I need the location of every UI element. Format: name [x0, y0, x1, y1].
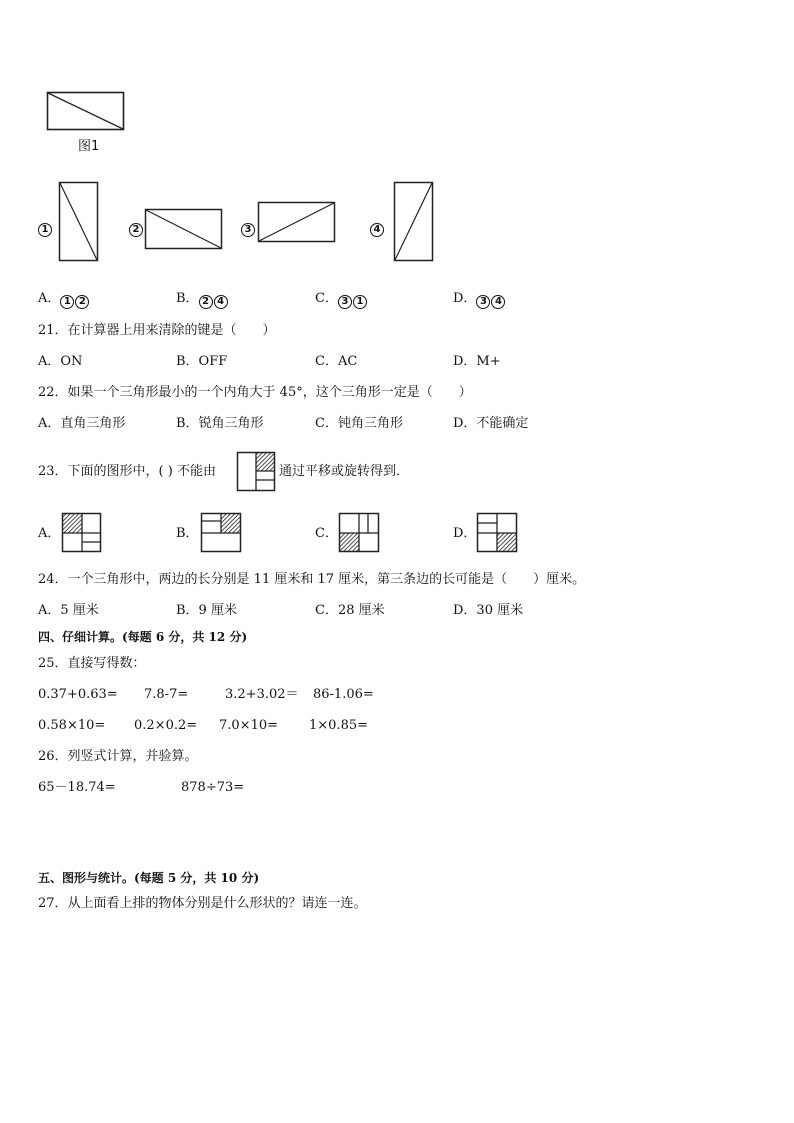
q25-row2-item1: 0.58×10=: [38, 718, 106, 733]
figure-1-rectangle: [47, 92, 125, 132]
q24-option-a[interactable]: A．5 厘米: [38, 603, 99, 618]
q25-row1-item3: 3.2+3.02＝: [225, 687, 299, 702]
fig-option-3-rectangle: [258, 202, 336, 243]
q25-row1-item2: 7.8-7=: [144, 687, 189, 702]
q20-option-c[interactable]: C． 3 1: [315, 291, 368, 309]
q25-stem: 25．直接写得数：: [38, 656, 146, 671]
q23-stem-part2: 通过平移或旋转得到．: [279, 464, 410, 479]
q22-option-c[interactable]: C．钝角三角形: [315, 416, 403, 431]
q21-option-a[interactable]: A．ON: [38, 354, 83, 369]
q25-row1-item1: 0.37+0.63=: [38, 687, 118, 702]
q21-option-d[interactable]: D．M+: [453, 354, 501, 369]
q24-option-d[interactable]: D．30 厘米: [453, 603, 524, 618]
q25-row1-item4: 86-1.06=: [313, 687, 374, 702]
q24-option-b[interactable]: B．9 厘米: [176, 603, 237, 618]
fig-option-1-rectangle: [59, 182, 99, 262]
q26-item2: 878÷73=: [181, 780, 245, 795]
q23-option-c-label[interactable]: C．: [315, 526, 338, 541]
q20-option-a[interactable]: A． 1 2: [38, 291, 90, 309]
section-5-title: 五、图形与统计。(每题 5 分，共 10 分): [38, 871, 260, 885]
q23-option-b-label[interactable]: B．: [176, 526, 199, 541]
fig-option-3-label: 3: [241, 215, 256, 237]
q21-stem: 21．在计算器上用来清除的键是（ ）: [38, 323, 276, 338]
fig-option-4-label: 4: [370, 215, 385, 237]
q22-option-a[interactable]: A．直角三角形: [38, 416, 126, 431]
q23-option-c-figure[interactable]: [339, 513, 381, 553]
q23-reference-figure: [237, 452, 277, 492]
fig-option-2-label: 2: [129, 215, 144, 237]
q25-row2-item4: 1×0.85=: [309, 718, 369, 733]
q20-option-d[interactable]: D． 3 4: [453, 291, 506, 309]
q26-stem: 26．列竖式计算，并验算。: [38, 749, 198, 764]
q23-option-a-figure[interactable]: [62, 513, 102, 553]
q22-option-b[interactable]: B．锐角三角形: [176, 416, 264, 431]
q24-stem: 24．一个三角形中，两边的长分别是 11 厘米和 17 厘米，第三条边的长可能是（ ）厘米。: [38, 572, 586, 587]
q21-option-b[interactable]: B．OFF: [176, 354, 228, 369]
q23-option-d-label[interactable]: D．: [453, 526, 477, 541]
q23-option-d-figure[interactable]: [477, 513, 519, 553]
figure-1-caption: 图1: [78, 139, 100, 154]
q23-option-a-label[interactable]: A．: [38, 526, 61, 541]
fig-option-4-rectangle: [394, 182, 434, 262]
q27-stem: 27．从上面看上排的物体分别是什么形状的？请连一连。: [38, 896, 367, 911]
fig-option-1-label: 1: [38, 215, 53, 237]
q23-option-b-figure[interactable]: [201, 513, 243, 553]
q22-option-d[interactable]: D．不能确定: [453, 416, 529, 431]
q24-option-c[interactable]: C．28 厘米: [315, 603, 385, 618]
q23-stem-part1: 23．下面的图形中，( ) 不能由: [38, 464, 216, 479]
section-4-title: 四、仔细计算。(每题 6 分，共 12 分): [38, 630, 248, 644]
q22-stem: 22．如果一个三角形最小的一个内角大于 45°，这个三角形一定是（ ）: [38, 385, 472, 400]
fig-option-2-rectangle: [145, 209, 223, 250]
q26-item1: 65－18.74=: [38, 780, 116, 795]
q25-row2-item3: 7.0×10=: [219, 718, 279, 733]
q25-row2-item2: 0.2×0.2=: [134, 718, 198, 733]
q20-option-b[interactable]: B． 2 4: [176, 291, 229, 309]
q21-option-c[interactable]: C．AC: [315, 354, 358, 369]
